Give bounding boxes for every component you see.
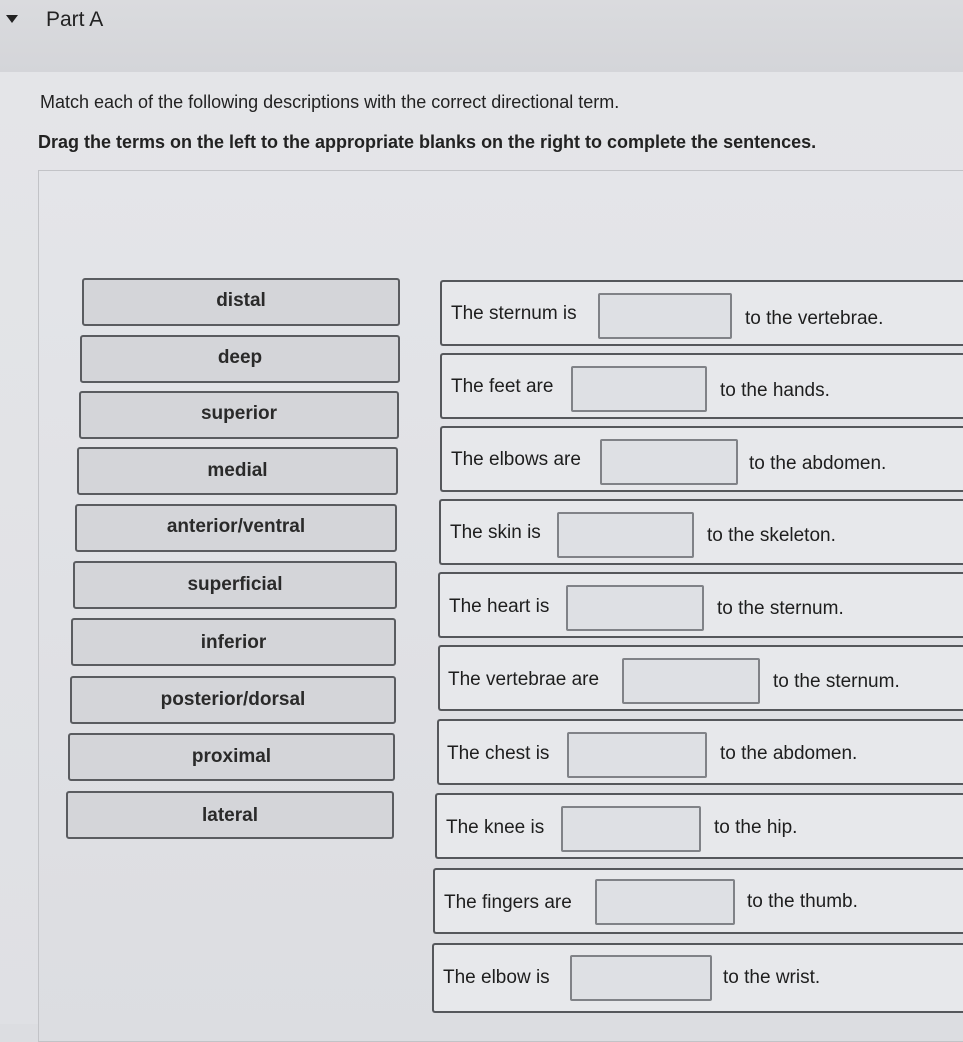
sentence-row: [438, 645, 963, 711]
sentence-prefix: The skin is: [450, 522, 541, 543]
sentence-suffix: to the sternum.: [717, 598, 844, 619]
sentence-row: [437, 719, 963, 785]
term-label: superior: [200, 403, 278, 424]
drop-target[interactable]: [567, 732, 707, 778]
sentence-row: [438, 572, 963, 638]
sentence-row: [440, 426, 963, 492]
drop-target[interactable]: [561, 806, 701, 852]
sentence-row: [439, 499, 963, 565]
term-anterior-ventral[interactable]: [75, 504, 397, 552]
part-title: Part A: [46, 8, 104, 31]
drag-instruction-text: Drag the terms on the left to the appropriate blanks on the right to complete the sentences.: [38, 132, 817, 152]
sentence-row: [433, 868, 963, 934]
drop-target[interactable]: [622, 658, 760, 704]
drop-target[interactable]: [570, 955, 712, 1001]
term-proximal[interactable]: [68, 733, 395, 781]
sentence-suffix: to the skeleton.: [707, 525, 836, 546]
part-header[interactable]: [0, 0, 963, 72]
term-label: posterior/dorsal: [160, 689, 306, 710]
term-label: superficial: [187, 574, 283, 595]
term-superficial[interactable]: [73, 561, 397, 609]
drop-target[interactable]: [600, 439, 738, 485]
sentence-suffix: to the abdomen.: [749, 453, 887, 474]
sentence-prefix: The knee is: [446, 817, 545, 838]
sentence-suffix: to the hip.: [714, 817, 798, 838]
term-inferior[interactable]: [71, 618, 396, 666]
drop-target[interactable]: [566, 585, 704, 631]
sentence-suffix: to the abdomen.: [720, 743, 858, 764]
sentence-row: [435, 793, 963, 859]
sentence-row: [440, 353, 963, 419]
drop-target[interactable]: [595, 879, 735, 925]
sentence-suffix: to the vertebrae.: [745, 308, 884, 329]
term-label: anterior/ventral: [166, 516, 306, 537]
drop-target[interactable]: [571, 366, 707, 412]
drop-target[interactable]: [598, 293, 732, 339]
sentence-prefix: The elbow is: [443, 967, 550, 988]
term-superior[interactable]: [79, 391, 399, 439]
sentence-prefix: The elbows are: [451, 449, 581, 470]
term-posterior-dorsal[interactable]: [70, 676, 396, 724]
instruction-text: Match each of the following descriptions with the correct directional term.: [40, 92, 620, 112]
term-label: deep: [217, 347, 263, 368]
term-distal[interactable]: [82, 278, 400, 326]
sentence-prefix: The vertebrae are: [448, 669, 600, 690]
sentence-row: [432, 943, 963, 1013]
sentence-prefix: The heart is: [449, 596, 550, 617]
term-label: medial: [207, 460, 268, 481]
collapse-caret-icon[interactable]: [6, 15, 18, 23]
sentence-prefix: The sternum is: [451, 303, 577, 324]
term-label: inferior: [200, 632, 267, 653]
term-deep[interactable]: [80, 335, 400, 383]
sentence-suffix: to the hands.: [720, 380, 830, 401]
sentence-prefix: The feet are: [451, 376, 554, 397]
sentence-suffix: to the thumb.: [747, 891, 858, 912]
term-medial[interactable]: [77, 447, 398, 495]
term-label: proximal: [191, 746, 272, 767]
sentence-suffix: to the wrist.: [723, 967, 821, 988]
term-lateral[interactable]: [66, 791, 394, 839]
term-label: distal: [216, 290, 266, 311]
sentence-row: [440, 280, 963, 346]
sentence-prefix: The fingers are: [444, 892, 572, 913]
sentence-suffix: to the sternum.: [773, 671, 900, 692]
term-label: lateral: [202, 805, 258, 826]
sentence-prefix: The chest is: [447, 743, 550, 764]
drop-target[interactable]: [557, 512, 694, 558]
